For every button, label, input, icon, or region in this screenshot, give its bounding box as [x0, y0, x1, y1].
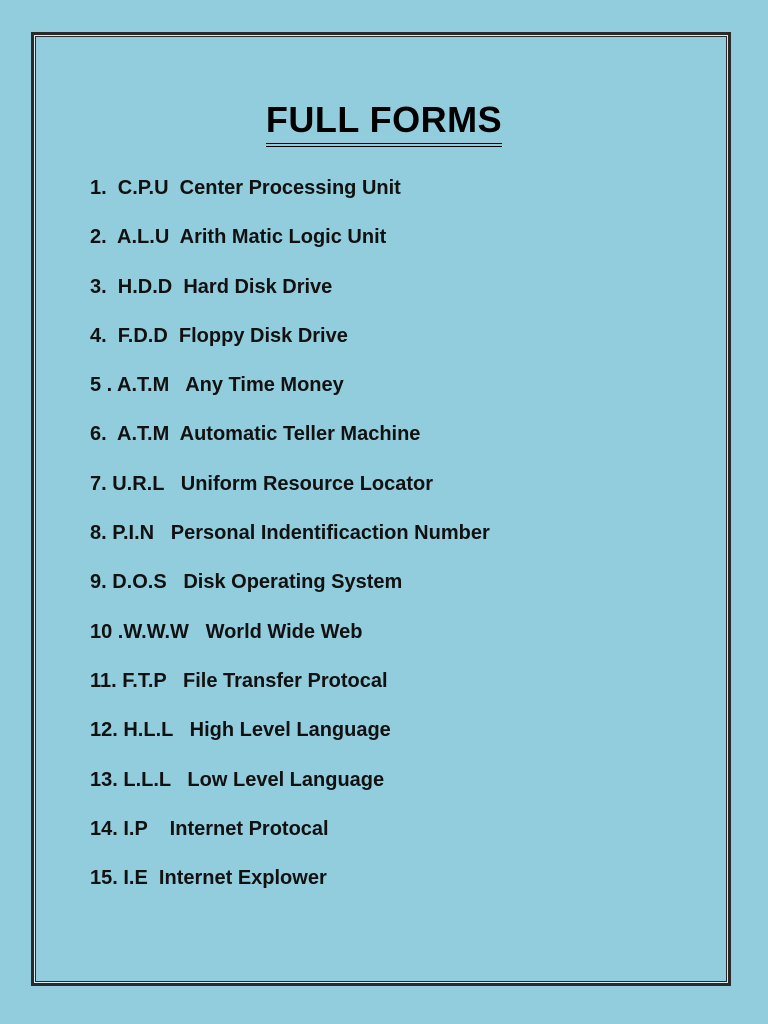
list-item: 9. D.O.S Disk Operating System	[90, 571, 403, 594]
list-item: 2. A.L.U Arith Matic Logic Unit	[90, 226, 387, 249]
document-title: FULL FORMS	[266, 98, 502, 147]
list-item: 5 . A.T.M Any Time Money	[90, 374, 344, 397]
list-item: 4. F.D.D Floppy Disk Drive	[90, 324, 348, 347]
list-item: 3. H.D.D Hard Disk Drive	[90, 275, 333, 298]
list-item: 15. I.E Internet Explower	[90, 867, 327, 890]
list-item: 12. H.L.L High Level Language	[90, 719, 391, 742]
title-container	[0, 98, 768, 147]
list-item: 1. C.P.U Center Processing Unit	[90, 177, 401, 199]
list-item: 8. P.I.N Personal Indentificaction Number	[90, 522, 490, 545]
list-item: 10 .W.W.W World Wide Web	[90, 620, 363, 643]
list-item: 7. U.R.L Uniform Resource Locator	[90, 472, 434, 495]
list-item: 13. L.L.L Low Level Language	[90, 768, 385, 791]
list-item: 6. A.T.M Automatic Teller Machine	[90, 423, 421, 446]
list-item: 11. F.T.P File Transfer Protocal	[90, 669, 388, 692]
list-item: 14. I.P Internet Protocal	[90, 817, 329, 840]
full-forms-list	[90, 174, 490, 913]
